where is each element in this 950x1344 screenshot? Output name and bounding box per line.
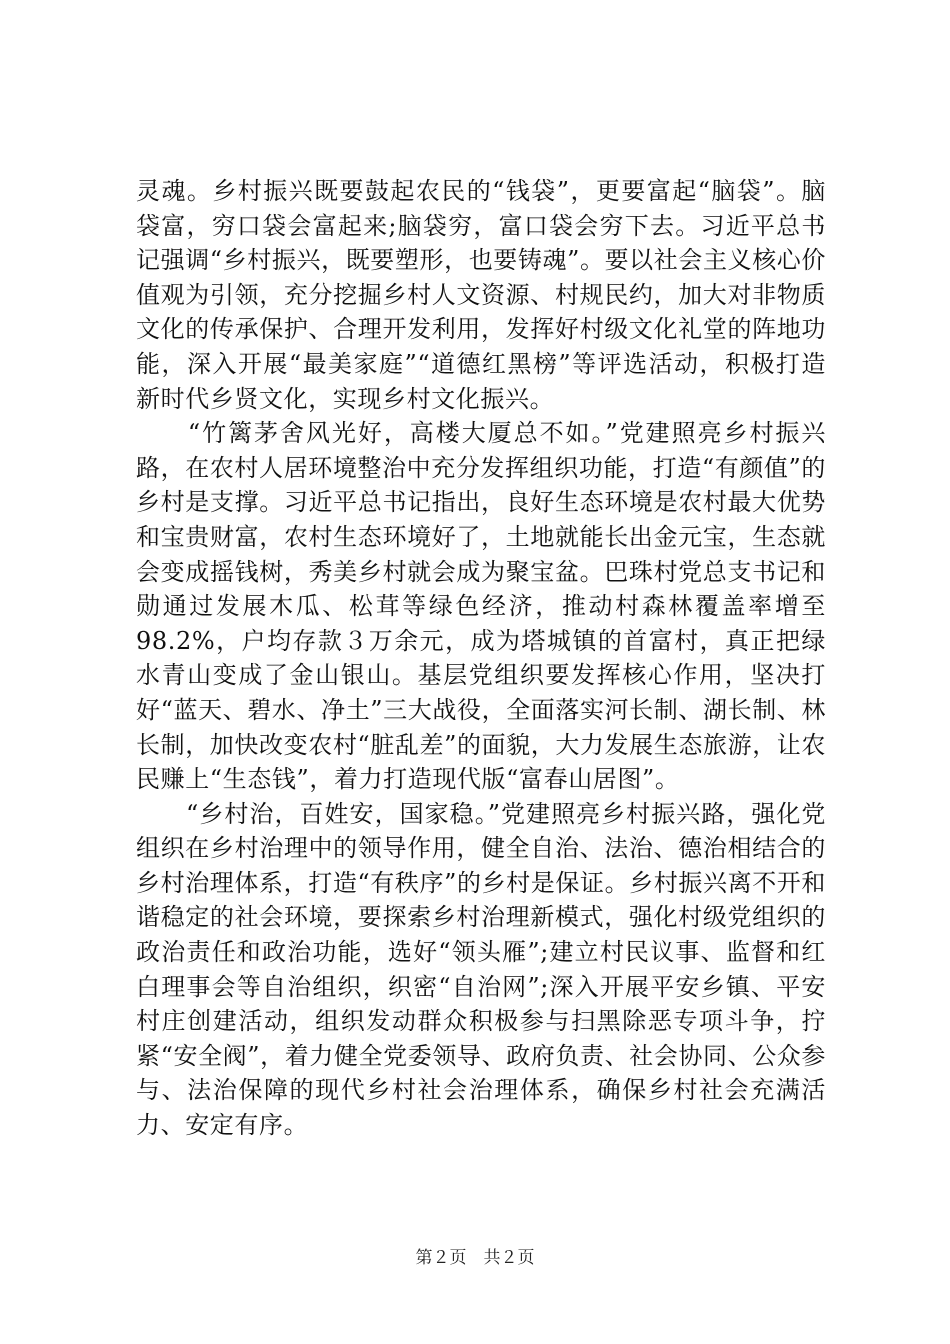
page-footer: 第２页 共２页 bbox=[415, 1248, 535, 1267]
paragraph-culture: 灵魂。乡村振兴既要鼓起农民的“钱袋”，更要富起“脑袋”。脑袋富，穷口袋会富起来;脑袋穷，富口袋会穷下去。习近平总书记强调“乡村振兴，既要塑形，也要铸魂”。要以社会主义核心价值观为引领，充分挖掘乡村人文资源、村规民约，加大对非物质文化的传承保护、合理开发利用，发挥好村级文化礼堂的阵地功能，深入开展“最美家庭”“道德红黑榜”等评选活动，积极打造新时代乡贤文化，实现乡村文化振兴。 bbox=[136, 177, 826, 413]
paragraph-ecology: “竹篱茅舍风光好，高楼大厦总不如。”党建照亮乡村振兴路，在农村人居环境整治中充分发挥组织功能，打造“有颜值”的乡村是支撑。习近平总书记指出，良好生态环境是农村最大优势和宝贵财富，农村生态环境好了，土地就能长出金元宝，生态就会变成摇钱树，秀美乡村就会成为聚宝盆。巴珠村党总支书记和勋通过发展木瓜、松茸等绿色经济，推动村森林覆盖率增至98.2%，户均存款３万余元，成为塔城镇的首富村，真正把绿水青山变成了金山银山。基层党组织要发挥核心作用，坚决打好“蓝天、碧水、净土”三大战役，全面落实河长制、湖长制、林长制，加快改变农村“脏乱差”的面貌，大力发展生态旅游，让农民赚上“生态钱”，着力打造现代版“富春山居图”。 bbox=[136, 419, 826, 794]
document-body bbox=[136, 174, 826, 1143]
paragraph-governance: “乡村治，百姓安，国家稳。”党建照亮乡村振兴路，强化党组织在乡村治理中的领导作用，健全自治、法治、德治相结合的乡村治理体系，打造“有秩序”的乡村是保证。乡村振兴离不开和谐稳定的社会环境，要探索乡村治理新模式，强化村级党组织的政治责任和政治功能，选好“领头雁”;建立村民议事、监督和红白理事会等自治组织，织密“自治网”;深入开展平安乡镇、平安村庄创建活动，组织发动群众积极参与扫黑除恶专项斗争，拧紧“安全阀”，着力健全党委领导、政府负责、社会协同、公众参与、法治保障的现代乡村社会治理体系，确保乡村社会充满活力、安定有序。 bbox=[136, 799, 826, 1140]
